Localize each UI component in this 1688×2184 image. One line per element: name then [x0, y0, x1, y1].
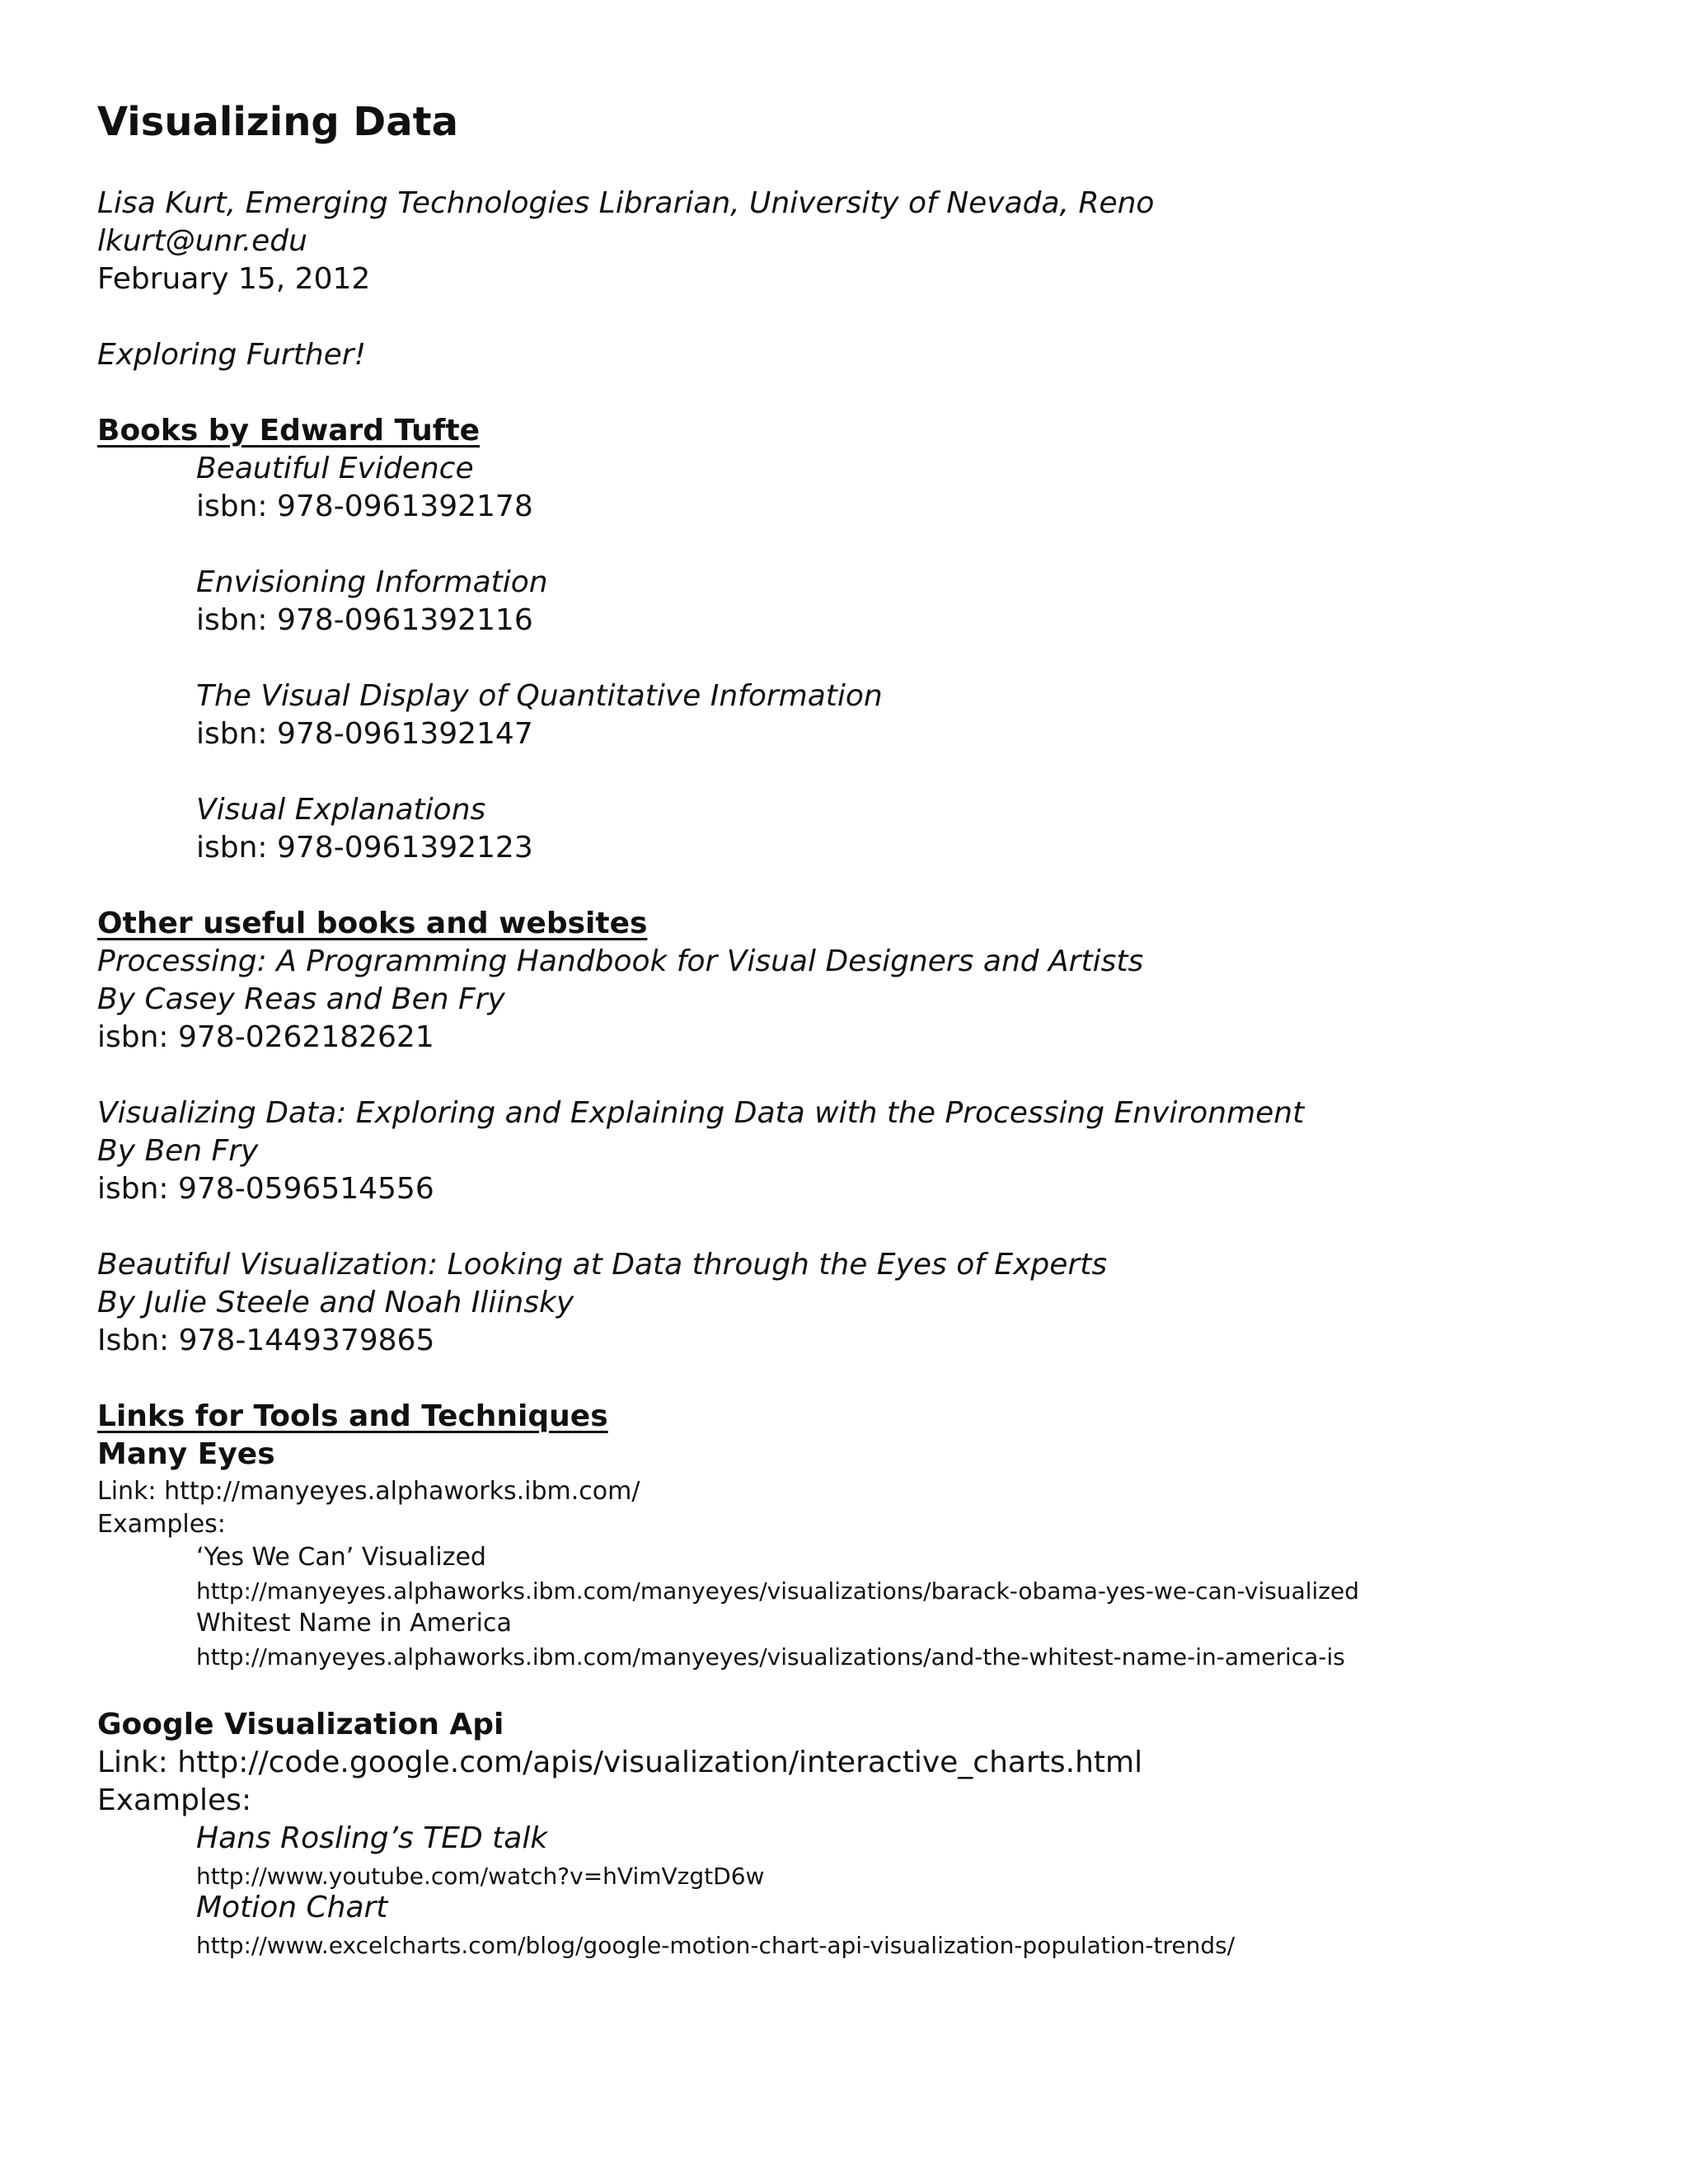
- book-title: Processing: A Programming Handbook for Visual Designers and Artists: [97, 944, 1144, 978]
- tool-link[interactable]: Link: http://manyeyes.alphaworks.ibm.com/: [97, 1477, 640, 1506]
- book-title: Beautiful Visualization: Looking at Data through the Eyes of Experts: [97, 1248, 1108, 1282]
- section-heading-other: Other useful books and websites: [97, 907, 648, 940]
- book-title: Visual Explanations: [196, 793, 486, 827]
- book-title: Visualizing Data: Exploring and Explaining Data with the Processing Environment: [97, 1096, 1305, 1130]
- book-isbn: isbn: 978-0961392116: [196, 603, 533, 637]
- example-url[interactable]: http://manyeyes.alphaworks.ibm.com/manyeyes/visualizations/barack-obama-yes-we-can-visualized: [196, 1577, 1359, 1605]
- example-url[interactable]: http://www.excelcharts.com/blog/google-motion-chart-api-visualization-population-trends/: [196, 1932, 1236, 1959]
- book-title: Beautiful Evidence: [196, 452, 474, 485]
- tagline: Exploring Further!: [97, 338, 367, 372]
- author-email[interactable]: lkurt@unr.edu: [97, 224, 307, 258]
- book-author: By Ben Fry: [97, 1134, 259, 1168]
- tool-name: Many Eyes: [97, 1437, 275, 1471]
- book-title: Envisioning Information: [196, 565, 548, 599]
- document-date: February 15, 2012: [97, 262, 371, 296]
- book-isbn: isbn: 978-0961392123: [196, 831, 533, 865]
- book-isbn: isbn: 978-0596514556: [97, 1172, 434, 1206]
- book-isbn: Isbn: 978-1449379865: [97, 1324, 435, 1357]
- book-author: By Julie Steele and Noah Iliinsky: [97, 1286, 574, 1319]
- section-heading-links: Links for Tools and Techniques: [97, 1399, 608, 1433]
- example-url[interactable]: http://manyeyes.alphaworks.ibm.com/manyeyes/visualizations/and-the-whitest-name-in-america-is: [196, 1643, 1345, 1671]
- examples-label: Examples:: [97, 1510, 226, 1539]
- tool-name: Google Visualization Api: [97, 1708, 504, 1741]
- section-heading-tufte: Books by Edward Tufte: [97, 414, 481, 448]
- author-line: Lisa Kurt, Emerging Technologies Librarian, University of Nevada, Reno: [97, 186, 1155, 220]
- example-url[interactable]: http://www.youtube.com/watch?v=hVimVzgtD6w: [196, 1863, 765, 1890]
- examples-label: Examples:: [97, 1783, 252, 1817]
- example-title: Whitest Name in America: [196, 1609, 512, 1638]
- page-title: Visualizing Data: [97, 99, 458, 145]
- book-author: By Casey Reas and Ben Fry: [97, 982, 505, 1016]
- example-title: Motion Chart: [196, 1891, 388, 1924]
- book-isbn: isbn: 978-0961392178: [196, 490, 533, 523]
- example-title: Hans Rosling’s TED talk: [196, 1821, 548, 1855]
- book-isbn: isbn: 978-0262182621: [97, 1020, 434, 1054]
- tool-link[interactable]: Link: http://code.google.com/apis/visualization/interactive_charts.html: [97, 1746, 1143, 1779]
- example-title: ‘Yes We Can’ Visualized: [196, 1543, 486, 1572]
- book-isbn: isbn: 978-0961392147: [196, 717, 533, 751]
- book-title: The Visual Display of Quantitative Information: [196, 679, 883, 713]
